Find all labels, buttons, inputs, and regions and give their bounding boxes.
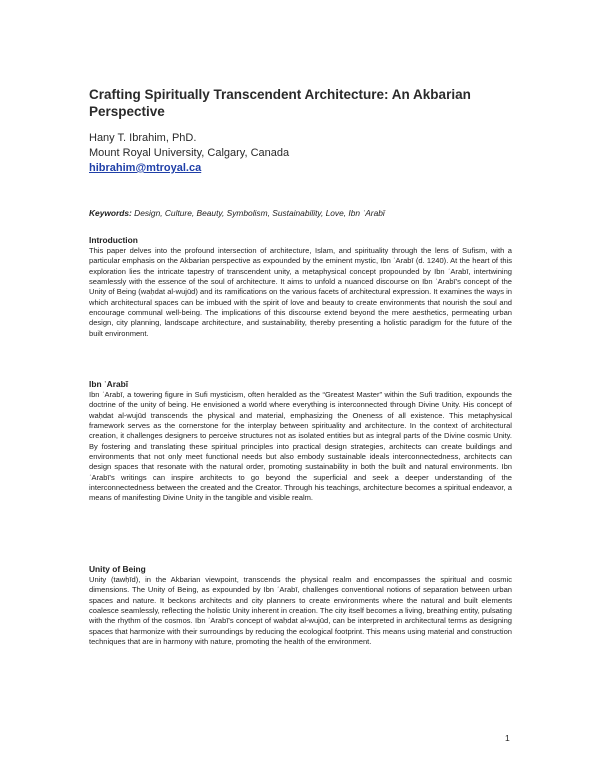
keywords-label: Keywords: [89,208,132,218]
section-body: Ibn ʿArabī, a towering figure in Sufi mysticism, often heralded as the “Greatest Master” within the Sufi tradition, expounds the doctrine of the unity of being. He envisioned a world where everything is interconnected through Divine Unity. His concept of waḥdat al-wujūd transcends the physical and material, emphasizing the Oneness of all existence. This metaphysical framework serves as the cornerstone for the interplay between spirituality and architecture. In the context of architectural creation, it challenges designers to perceive structures not as isolated entities but as integral parts of the Divine cosmic Unity. By fostering and translating these spiritual principles into practical design strategies, architects can create buildings and environments that not only meet functional needs but also embody sustainable ideals interconnectedness, architects can design spaces that resonate with the natural order, promoting sustainability in both the built and natural environments. Ibn ʿArabī's writings can inspire architects to go beyond the superficial and seek a deeper understanding of the interconnectedness between the created and the Creator. Through his teachings, architecture becomes a spiritual endeavor, a means of manifesting Divine Unity in the tangible and visible realm. [89,390,512,503]
author-block [89,131,489,176]
section-heading: Unity of Being [89,564,146,574]
author-affiliation: Mount Royal University, Calgary, Canada [89,147,290,159]
author-name: Hany T. Ibrahim, PhD. [89,132,197,144]
section-heading: Introduction [89,235,138,245]
section-heading: Ibn ʿArabī [89,379,129,389]
page-number: 1 [505,733,510,743]
section-introduction [89,235,512,339]
section-body: Unity (tawḥīd), in the Akbarian viewpoint, transcends the physical realm and encompasses the spiritual and cosmic dimensions. The Unity of Being, as expounded by Ibn ʿArabī, challenges conventional notions of separation between urban spaces and nature. It beckons architects and city planners to create environments where the natural and built elements coalesce seamlessly, reflecting the holistic Unity inherent in creation. The city itself becomes a living, breathing entity, pulsating with the rhythm of the cosmos. Ibn ʿArabī's concept of waḥdat al-wujūd, can be interpreted in architectural terms as designing spaces that harmonize with their surroundings by reducing the ecological footprint. This means using material and construction techniques that are in harmony with nature, promoting the health of the environment. [89,575,512,647]
section-body: This paper delves into the profound intersection of architecture, Islam, and spirituality through the lens of Sufism, with a particular emphasis on the Akbarian perspective as expounded by the eminent mystic, Ibn ʿArabī (d. 1240). At the heart of this exploration lies the intricate tapestry of transcendent unity, a metaphysical concept propounded by Ibn ʿArabī, intertwining seamlessly with the essence of the soul of architecture. It aims to unfold a nuanced discourse on Ibn ʿArabī's concept of the Unity of Being (waḥdat al-wujūd) and its ramifications on the various facets of architectural expression. It examines the ways in which architectural spaces can be imbued with the spirit of love and beauty to create environments that nourish the soul and encourage communal well-being. The implications of this discourse extend beyond the mere aesthetics, permeating urban design, city planning, landscape architecture, and sustainability, thereby presenting a holistic paradigm for the future of the built environment. [89,246,512,338]
author-email-link[interactable]: hibrahim@mtroyal.ca [89,162,202,174]
keywords-line [89,208,519,219]
section-ibn-arabi [89,379,512,504]
paper-title: Crafting Spiritually Transcendent Architecture: An Akbarian Perspective [89,87,471,119]
section-unity-of-being [89,564,512,647]
keywords-text: Design, Culture, Beauty, Symbolism, Sustainability, Love, Ibn ʿArabī [134,208,385,218]
